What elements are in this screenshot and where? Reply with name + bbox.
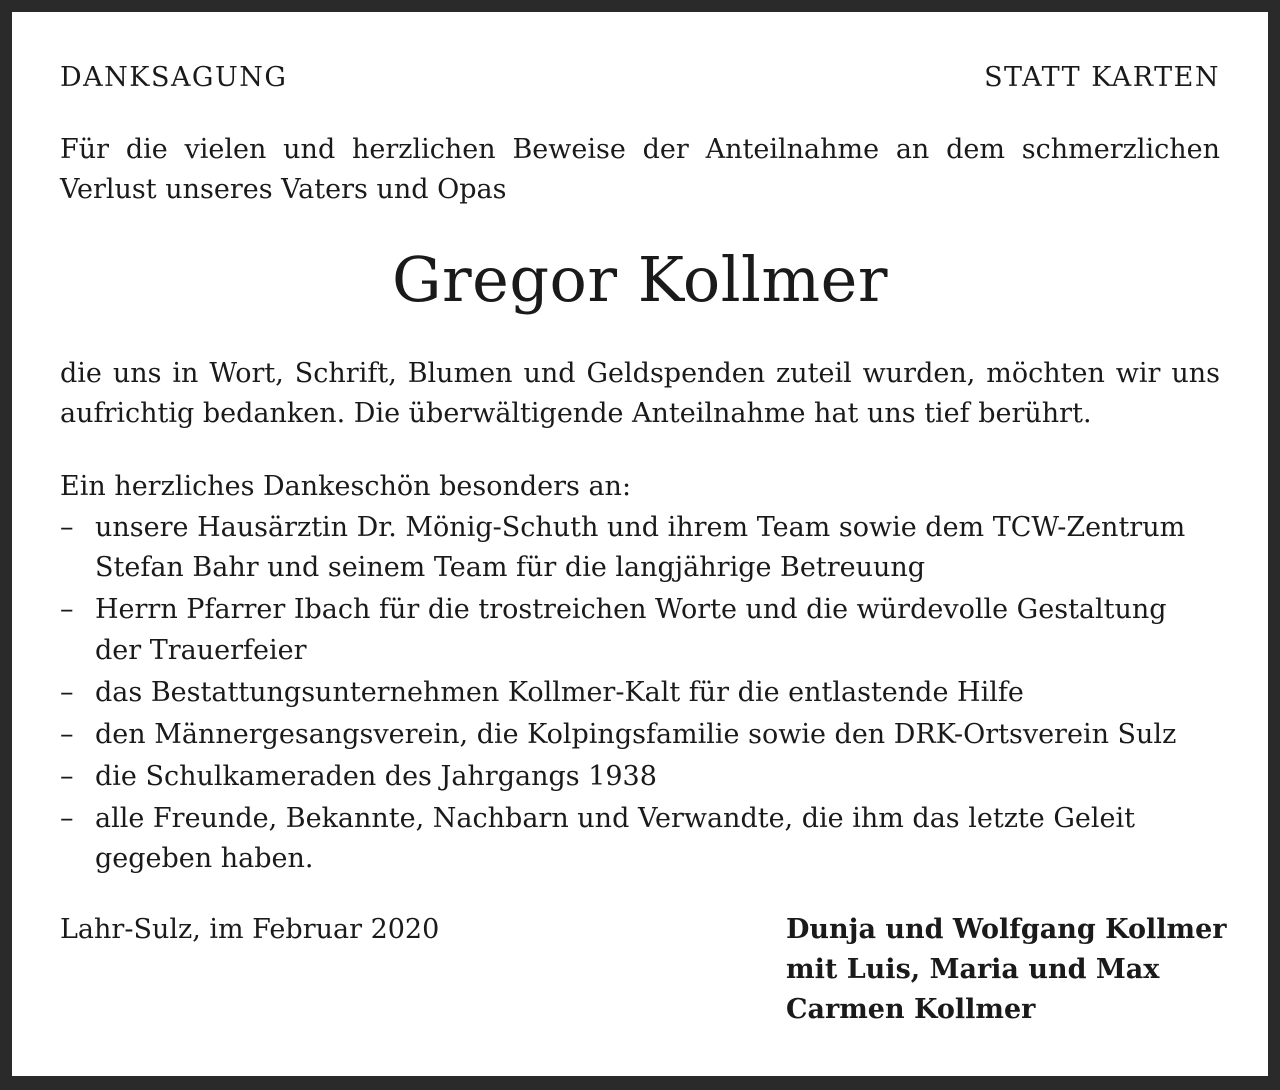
special-thanks-list — [60, 508, 1220, 880]
dash-bullet: – — [60, 676, 74, 708]
list-item — [60, 508, 1220, 589]
thanks-paragraph: die uns in Wort, Schrift, Blumen und Geldspenden zuteil wurden, möchten wir uns aufrichtig bedanken. Die überwältigende Anteilnahme hat uns tief berührt. — [60, 358, 1220, 429]
header-title: DANKSAGUNG — [60, 62, 288, 93]
dash-bullet: – — [60, 594, 74, 625]
list-item-text: alle Freunde, Bekannte, Nachbarn und Verwandte, die ihm das letzte Geleit gegeben haben. — [95, 802, 1135, 874]
signature-block — [786, 910, 1227, 1030]
obituary-card — [12, 12, 1268, 1076]
list-item-text: das Bestattungsunternehmen Kollmer-Kalt für die entlastende Hilfe — [95, 676, 1024, 708]
place-date: Lahr-Sulz, im Februar 2020 — [60, 914, 440, 945]
list-item — [60, 673, 1220, 714]
special-thanks-intro: Ein herzliches Dankeschön besonders an: — [60, 471, 632, 502]
list-item — [60, 590, 1220, 671]
list-item-text: unsere Hausärztin Dr. Mönig-Schuth und ihrem Team sowie dem TCW-Zentrum Stefan Bahr und seinem Team für die langjährige Betreuung — [95, 511, 1186, 583]
list-item — [60, 715, 1220, 756]
signature-line: Carmen Kollmer — [786, 994, 1036, 1025]
list-item — [60, 757, 1220, 798]
list-item-text: den Männergesangsverein, die Kolpingsfamilie sowie den DRK-Ortsverein Sulz — [95, 718, 1177, 750]
signature-line: Dunja und Wolfgang Kollmer — [786, 914, 1227, 945]
header-row — [60, 62, 1220, 102]
dash-bullet: – — [60, 511, 74, 543]
special-thanks-section — [60, 467, 1220, 881]
deceased-name: Gregor Kollmer — [392, 243, 888, 316]
dash-bullet: – — [60, 718, 74, 750]
dash-bullet: – — [60, 802, 74, 834]
signature-line: mit Luis, Maria und Max — [786, 954, 1160, 985]
list-item — [60, 799, 1220, 880]
dash-bullet: – — [60, 760, 74, 792]
list-item-text: Herrn Pfarrer Ibach für die trostreichen Worte und die würdevolle Gestaltung der Trauerfeier — [95, 594, 1167, 666]
intro-paragraph: Für die vielen und herzlichen Beweise der Anteilnahme an dem schmerzlichen Verlust unseres Vaters und Opas — [60, 134, 1220, 205]
list-item-text: die Schulkameraden des Jahrgangs 1938 — [95, 760, 657, 792]
header-note: STATT KARTEN — [984, 62, 1220, 93]
